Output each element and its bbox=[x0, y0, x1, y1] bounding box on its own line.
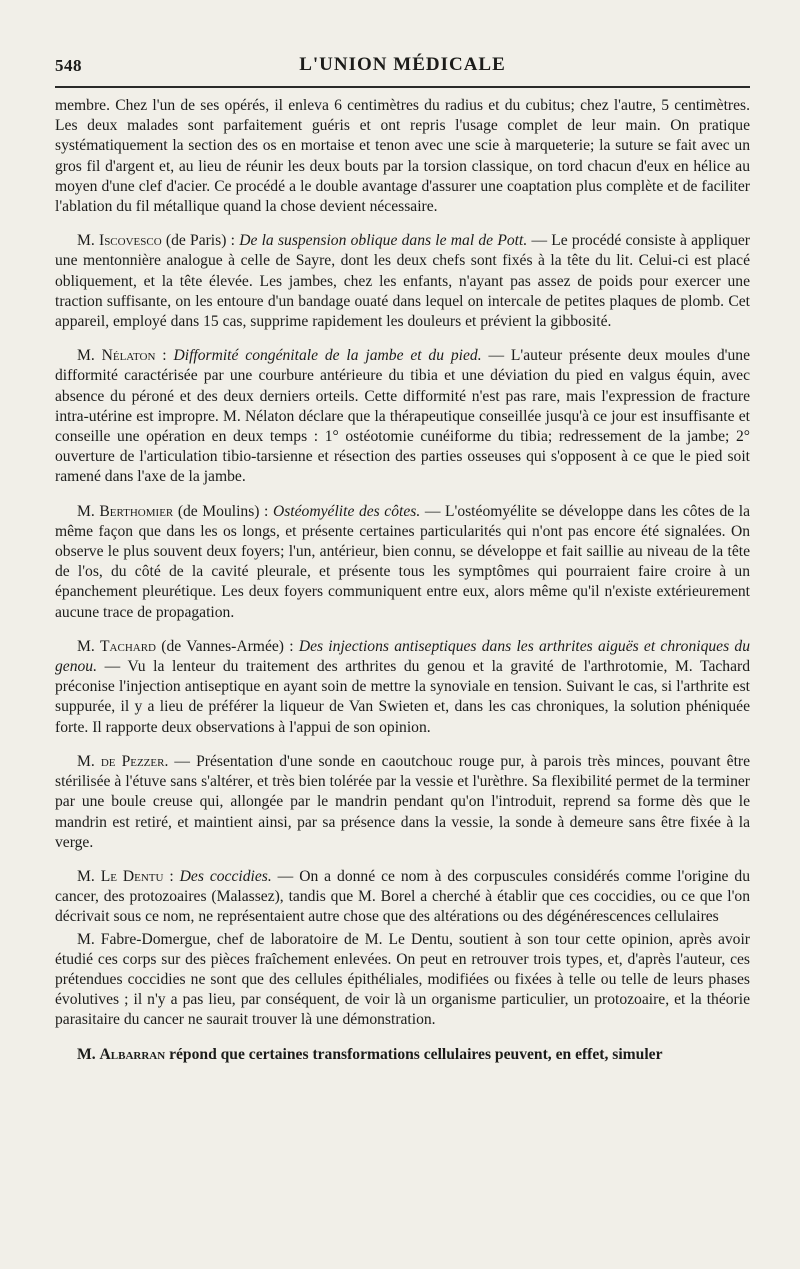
paragraph: M. Iscovesco (de Paris) : De la suspension oblique dans le mal de Pott. — Le procédé consiste à appliquer une mentonnière analogue à celle de Sayre, dont les deux chefs sont fixés à la tête du lit. Celui-ci est placé obliquement, et la tête élevée. Les jambes, chez les enfants, n'ayant pas assez de poids pour exercer une traction suffisante, on les entoure d'un bandage ouaté dans lequel on intercale de petites plaques de plomb. Cet appareil, employé dans 15 cas, supprime rapidement les douleurs et prévient la gibbosité. bbox=[55, 232, 750, 331]
paragraph: M. Fabre-Domergue, chef de laboratoire de M. Le Dentu, soutient à son tour cette opinion, après avoir étudié ces corps sur des pièces fraîchement enlevées. On peut en retrouver trois types, et, d'après l'auteur, ces prétendues coccidies ne sont que des cellules épithéliales, modifiées ou fixées à telle ou telle de leurs phases évolutives ; il n'y a pas lieu, par conséquent, de voir là un organisme particulier, un protozoaire, et la théorie parasitaire du cancer ne saurait trouver là une démonstration. bbox=[55, 930, 750, 1029]
paragraph: M. Berthomier (de Moulins) : Ostéomyélite des côtes. — L'ostéomyélite se développe dans les côtes de la même façon que dans les os longs, et présente certaines particularités qui n'ont pas encore été signalées. On observe le plus souvent deux foyers; l'un, antérieur, bien connu, se développe et fait saillie au niveau de la tête de l'os, du côté de la cavité pleurale, et présente tous les symptômes qui pourraient faire croire à un épanchement pleurétique. Les deux foyers communiquent entre eux, alors même qu'il n'existe extérieurement aucune trace de propagation. bbox=[55, 502, 750, 621]
paragraph: M. Le Dentu : Des coccidies. — On a donné ce nom à des corpuscules considérés comme l'origine du cancer, des protozoaires (Malassez), tandis que M. Borel a cherché à établir que ces coccidies, ou ce que l'on décrivait sous ce nom, ne représentaient autre chose que des altérations ou des dégénérescences cellulaires bbox=[55, 867, 750, 926]
author-name: Le Dentu bbox=[100, 867, 164, 885]
paragraph: M. Albarran répond que certaines transformations cellulaires peuvent, en effet, simuler bbox=[77, 1045, 663, 1063]
author-name: Nélaton bbox=[101, 347, 156, 365]
paragraph: M. Tachard (de Vannes-Armée) : Des injections antiseptiques dans les arthrites aiguës et chroniques du genou. — Vu la lenteur du traitement des arthrites du genou et la gravité de l'arthrotomie, M. Tachard préconise l'injection antiseptique en ayant soin de mettre la synoviale en tension. Suivant le cas, si l'arthrite est suppurée, il y a lieu de préférer la liqueur de Van Swieten et, dans les cas chroniques, la solution phéniquée forte. Il rapporte deux observations à l'appui de son opinion. bbox=[55, 637, 750, 736]
paragraph: M. de Pezzer. — Présentation d'une sonde en caoutchouc rouge pur, à parois très minces, pouvant être stérilisée à l'étuve sans s'altérer, et très bien tolérée par la vessie et l'urèthre. Sa flexibilité permet de la terminer par une boule creuse qui, allongée par le mandrin pendant qu'on l'introduit, reprend sa forme dès que le mandrin est retiré, et maintient ainsi, par sa présence dans la vessie, la sonde à demeure sans être fixée à la verge. bbox=[55, 752, 751, 851]
author-name: Iscovesco bbox=[99, 232, 162, 250]
header-rule bbox=[55, 86, 750, 88]
author-name: Berthomier bbox=[99, 502, 174, 520]
communication-title: Des coccidies. bbox=[179, 867, 272, 885]
communication-title: De la suspension oblique dans le mal de Pott. bbox=[239, 232, 528, 250]
author-name: de Pezzer bbox=[100, 752, 165, 770]
paragraph: M. Nélaton : Difformité congénitale de la jambe et du pied. — L'auteur présente deux moules d'une difformité caractérisée par une courbure antérieure du tibia et une déviation du pied en valgus équin, avec absence du péroné et des deux derniers orteils. Cette difformité n'est pas rare, mais l'expression de fracture intra-utérine est impropre. M. Nélaton déclare que la thérapeutique conseillée jusqu'à ce jour est insuffisante et conseille une opération en deux temps : 1° ostéotomie cunéiforme du tibia; redressement de la jambe; 2° ouverture de l'articulation tibio-tarsienne et résection des parties osseuses qui s'opposent à ce que le pied soit ramené dans l'axe de la jambe. bbox=[55, 347, 750, 486]
paragraph: membre. Chez l'un de ses opérés, il enleva 6 centimètres du radius et du cubitus; chez l'autre, 5 centimètres. Les deux malades sont parfaitement guéris et ont repris l'usage complet de leur main. On pratique systématiquement la section des os en mortaise et tenon avec une scie à marqueterie; la suture se fait avec un gros fil d'argent et, au lieu de réunir les deux bouts par la torsion classique, on tord chacun d'eux en hélice au moyen d'une clef d'acier. Ce procédé a le double avantage d'assurer une coaptation plus complète et de faciliter l'ablation du fil métallique quand la chose devient nécessaire. bbox=[55, 97, 750, 216]
page-number: 548 bbox=[55, 56, 82, 75]
author-name: Tachard bbox=[100, 637, 156, 655]
running-title: L'UNION MÉDICALE bbox=[299, 54, 506, 75]
article-body bbox=[55, 96, 750, 1079]
page-header bbox=[55, 50, 750, 84]
author-name: Albarran bbox=[99, 1045, 166, 1063]
communication-title: Ostéomyélite des côtes. bbox=[272, 502, 421, 520]
communication-title: Difformité congénitale de la jambe et du pied. bbox=[173, 347, 482, 365]
communication-title: Des injections antiseptiques dans les arthrites aiguës et chroniques du genou. bbox=[55, 637, 750, 676]
